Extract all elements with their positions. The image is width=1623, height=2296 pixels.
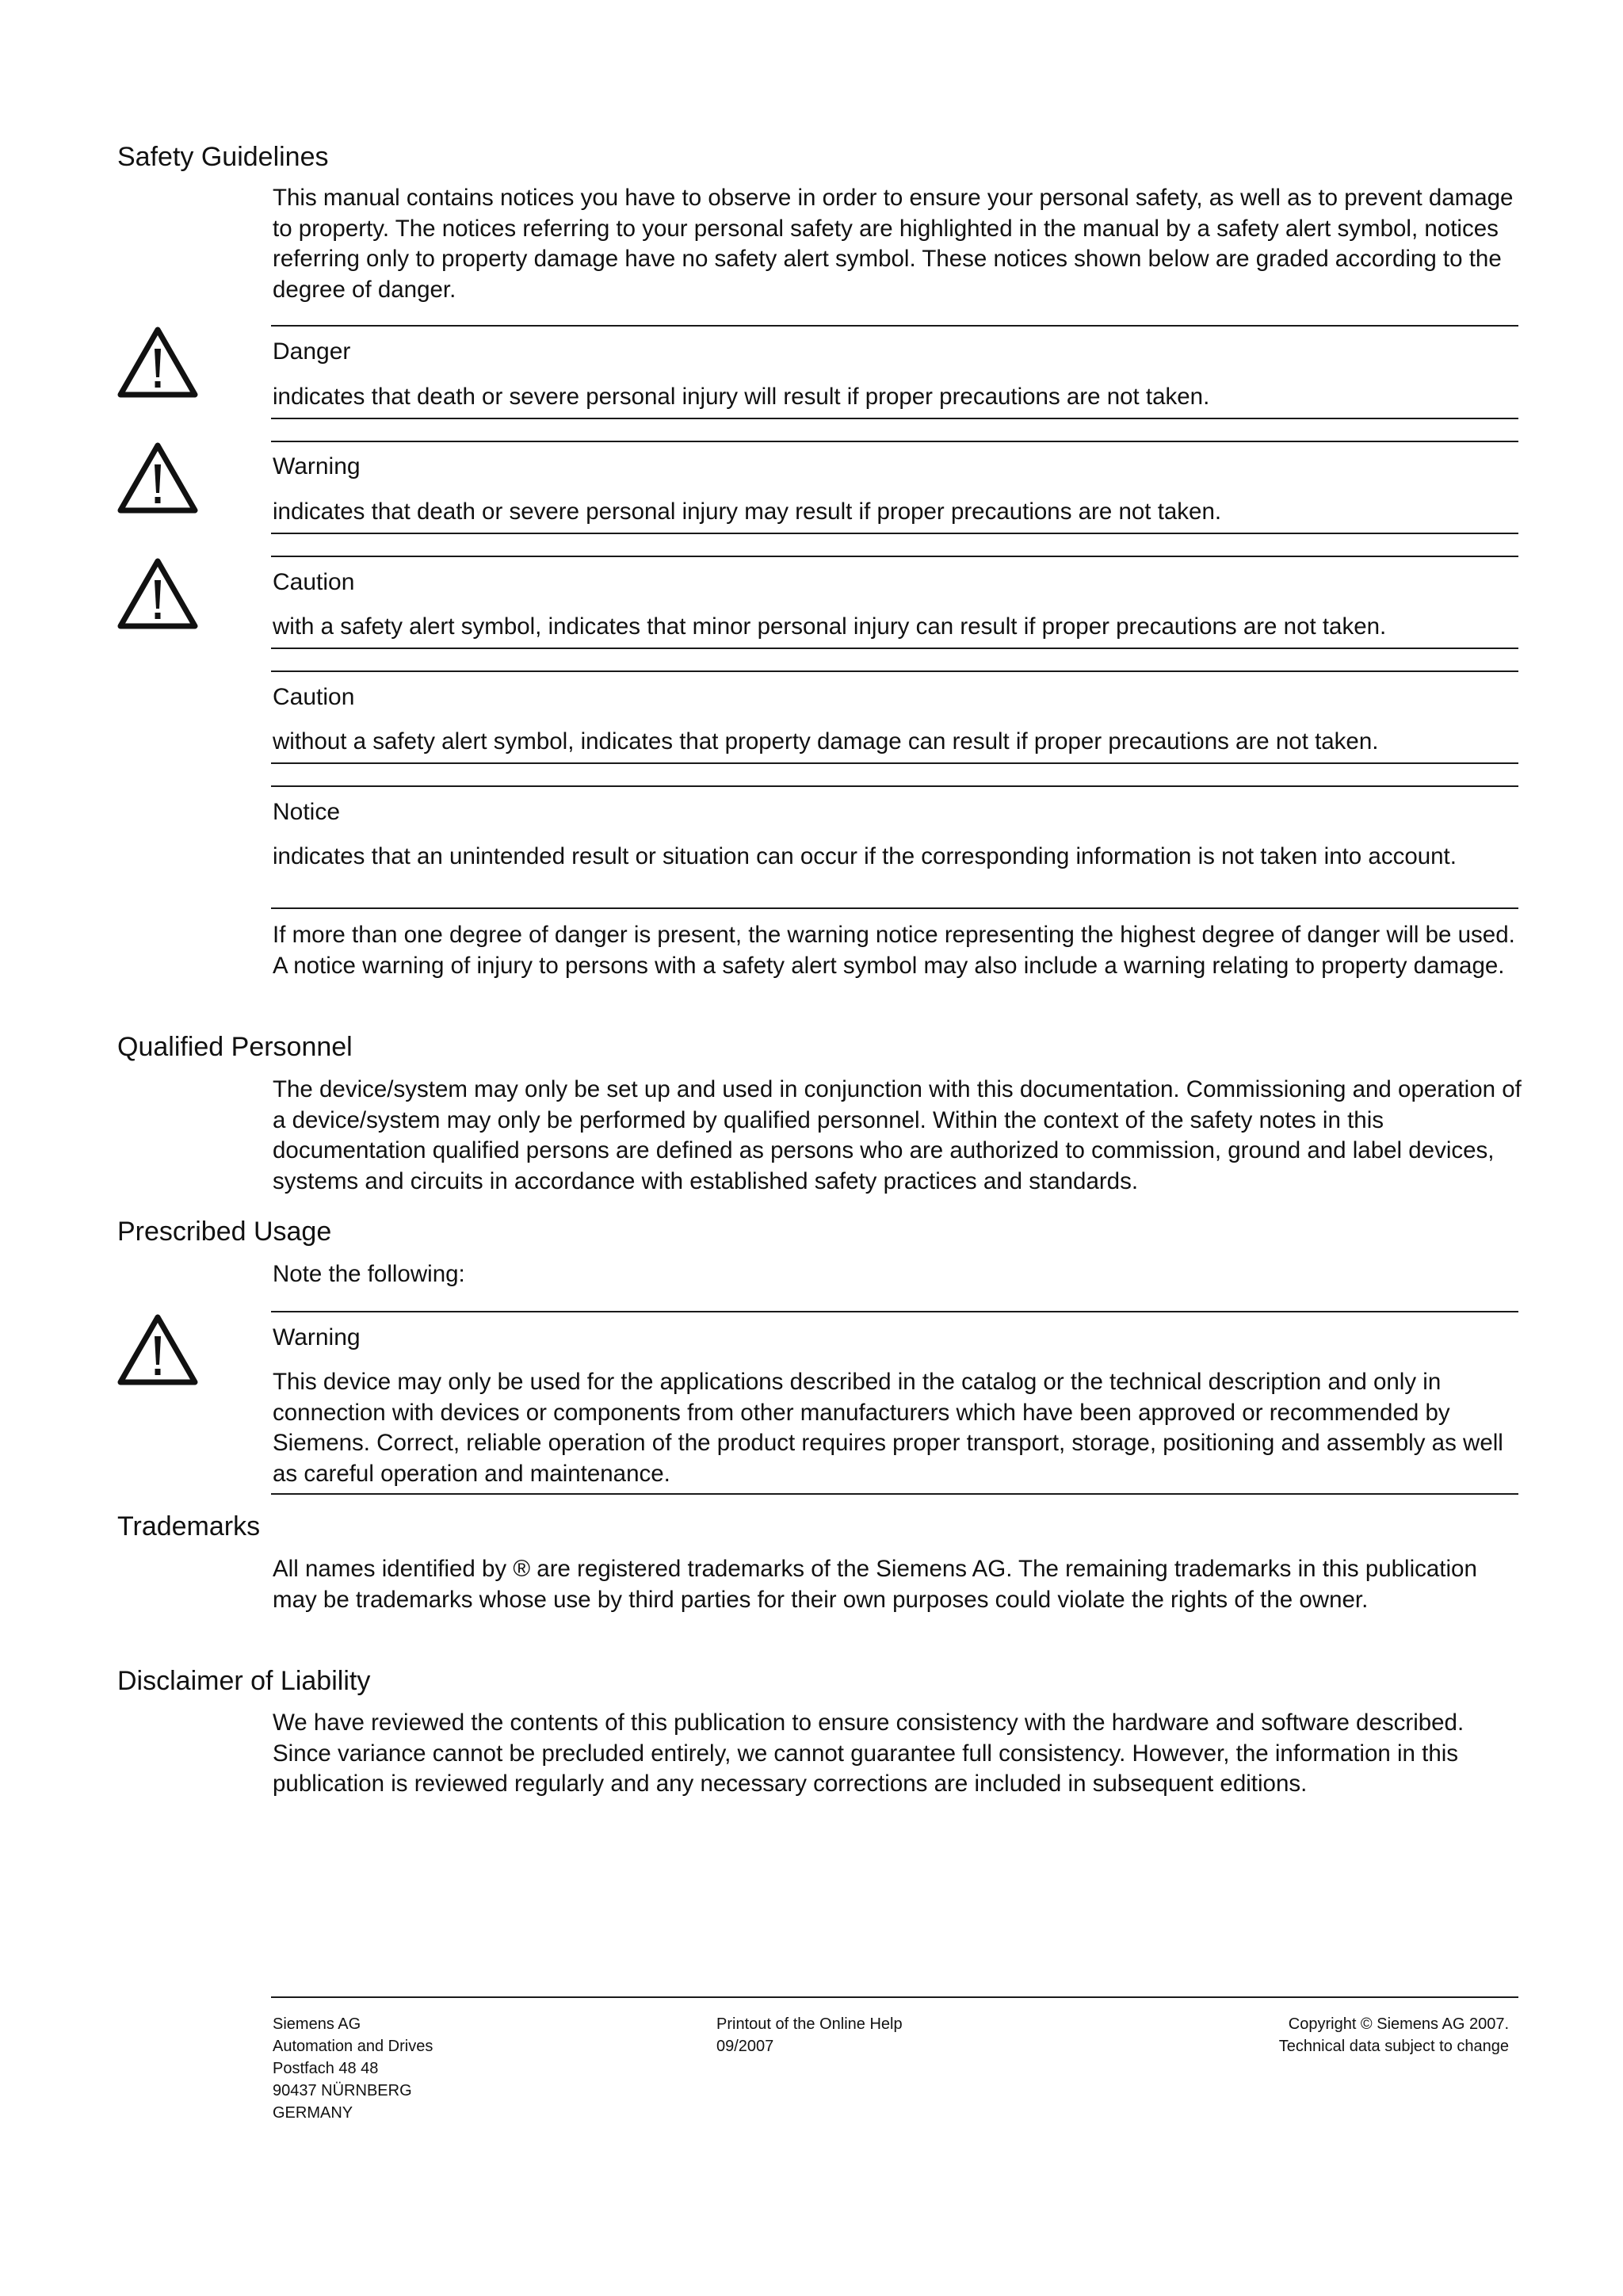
notice-top-rule bbox=[271, 325, 1518, 327]
notice-text-notice: indicates that an unintended result or situation can occur if the corresponding information is not taken into account. bbox=[273, 843, 1457, 869]
warning-triangle-icon bbox=[116, 441, 200, 517]
safety-guidelines-heading: Safety Guidelines bbox=[117, 142, 329, 172]
notice-text-danger bbox=[273, 382, 1525, 413]
notice-bottom-rule bbox=[271, 533, 1518, 534]
notice-text-part: result if proper precautions are not taken. bbox=[777, 384, 1210, 410]
usage-warning-text: This device may only be used for the applications described in the catalog or the technical description and only in connection with devices or components from other manufacturers which have been approved or recommended by Siemens. Correct, reliable operation of the product requires proper transport, storage, positioning and assembly as well as careful operation and maintenance. bbox=[273, 1369, 1503, 1487]
footer-line: Siemens AG bbox=[273, 2015, 361, 2033]
footer-line: Copyright © Siemens AG 2007. bbox=[1288, 2015, 1509, 2033]
warning-triangle-icon bbox=[116, 325, 200, 401]
footer-line: Technical data subject to change bbox=[1278, 2038, 1509, 2055]
footer-line: Printout of the Online Help bbox=[716, 2015, 903, 2033]
footer-address bbox=[273, 2013, 433, 2124]
footer-line: Postfach 48 48 bbox=[273, 2060, 379, 2077]
notice-top-rule bbox=[271, 441, 1518, 442]
safety-closing-paragraph: If more than one degree of danger is present, the warning notice representing the highest degree of danger will be used. A notice warning of injury to persons with a safety alert symbol may also include a warning relating to property damage. bbox=[273, 922, 1515, 979]
usage-warning-title: Warning bbox=[273, 1324, 361, 1350]
notice-bottom-rule bbox=[271, 1493, 1518, 1495]
prescribed-usage-intro: Note the following: bbox=[273, 1261, 465, 1287]
notice-title-warning: Warning bbox=[273, 453, 361, 479]
notice-top-rule bbox=[271, 785, 1518, 787]
footer-line: GERMANY bbox=[273, 2104, 353, 2122]
prescribed-usage-heading: Prescribed Usage bbox=[117, 1217, 332, 1247]
footer-line: 90437 NÜRNBERG bbox=[273, 2082, 412, 2099]
notice-bottom-rule bbox=[271, 418, 1518, 419]
footer-line: Automation and Drives bbox=[273, 2038, 433, 2055]
notice-text-warning bbox=[273, 497, 1525, 528]
notice-title-caution-property: Caution bbox=[273, 684, 355, 710]
disclaimer-paragraph: We have reviewed the contents of this publication to ensure consistency with the hardware and software described. Since variance cannot be precluded entirely, we cannot guarantee full consistency. However, the information in this publication is reviewed regularly and any necessary corrections are included in subsequent editions. bbox=[273, 1710, 1465, 1797]
notice-title-caution: Caution bbox=[273, 569, 355, 595]
notice-top-rule bbox=[271, 556, 1518, 557]
disclaimer-heading: Disclaimer of Liability bbox=[117, 1666, 371, 1696]
notice-bottom-rule bbox=[271, 762, 1518, 764]
notice-title-danger: Danger bbox=[273, 338, 351, 365]
footer-rule bbox=[271, 1996, 1518, 1998]
notice-text-part: result if proper precautions are not taken. bbox=[789, 499, 1222, 525]
notice-title-notice: Notice bbox=[273, 799, 341, 825]
footer-line: 09/2007 bbox=[716, 2038, 774, 2055]
footer-printout bbox=[716, 2013, 903, 2057]
notice-top-rule bbox=[271, 1311, 1518, 1312]
notice-top-rule bbox=[271, 670, 1518, 672]
notice-bottom-rule bbox=[271, 648, 1518, 649]
notice-emphasis: will bbox=[744, 384, 777, 410]
trademarks-heading: Trademarks bbox=[117, 1511, 261, 1541]
notice-text-caution-property: without a safety alert symbol, indicates that property damage can result if proper precautions are not taken. bbox=[273, 728, 1379, 755]
warning-triangle-icon bbox=[116, 556, 200, 632]
warning-triangle-icon bbox=[116, 1312, 200, 1389]
notice-emphasis: may bbox=[744, 499, 789, 525]
notice-text-part: indicates that death or severe personal injury bbox=[273, 499, 745, 525]
qualified-emphasis: qualified personnel bbox=[723, 1106, 920, 1133]
qualified-personnel-paragraph bbox=[273, 1075, 1525, 1197]
qualified-personnel-heading: Qualified Personnel bbox=[117, 1032, 353, 1062]
notice-bottom-rule bbox=[271, 907, 1518, 909]
qualified-text-part: The device/system may only be set up and used in conjunction with this documentation. Commissioning and operation of a device/system may only be performed by bbox=[273, 1076, 1522, 1133]
qualified-text-part: . Within the context of the safety notes in this documentation qualified persons are defined as persons who are authorized to commission, ground and label devices, systems and circuits in accordance with established safety practices and standards. bbox=[273, 1106, 1495, 1194]
footer-copyright bbox=[1279, 2013, 1509, 2057]
notice-text-part: indicates that death or severe personal injury bbox=[273, 384, 745, 410]
notice-text-caution: with a safety alert symbol, indicates that minor personal injury can result if proper precautions are not taken. bbox=[273, 613, 1387, 640]
trademarks-paragraph: All names identified by ® are registered trademarks of the Siemens AG. The remaining trademarks in this publication may be trademarks whose use by third parties for their own purposes could violate the rights of the owner. bbox=[273, 1556, 1477, 1613]
safety-intro-paragraph: This manual contains notices you have to observe in order to ensure your personal safety, as well as to prevent damage to property. The notices referring to your personal safety are highlighted in the manual by a safety alert symbol, notices referring only to property damage have no safety alert symbol. These notices shown below are graded according to the degree of danger. bbox=[273, 185, 1514, 303]
